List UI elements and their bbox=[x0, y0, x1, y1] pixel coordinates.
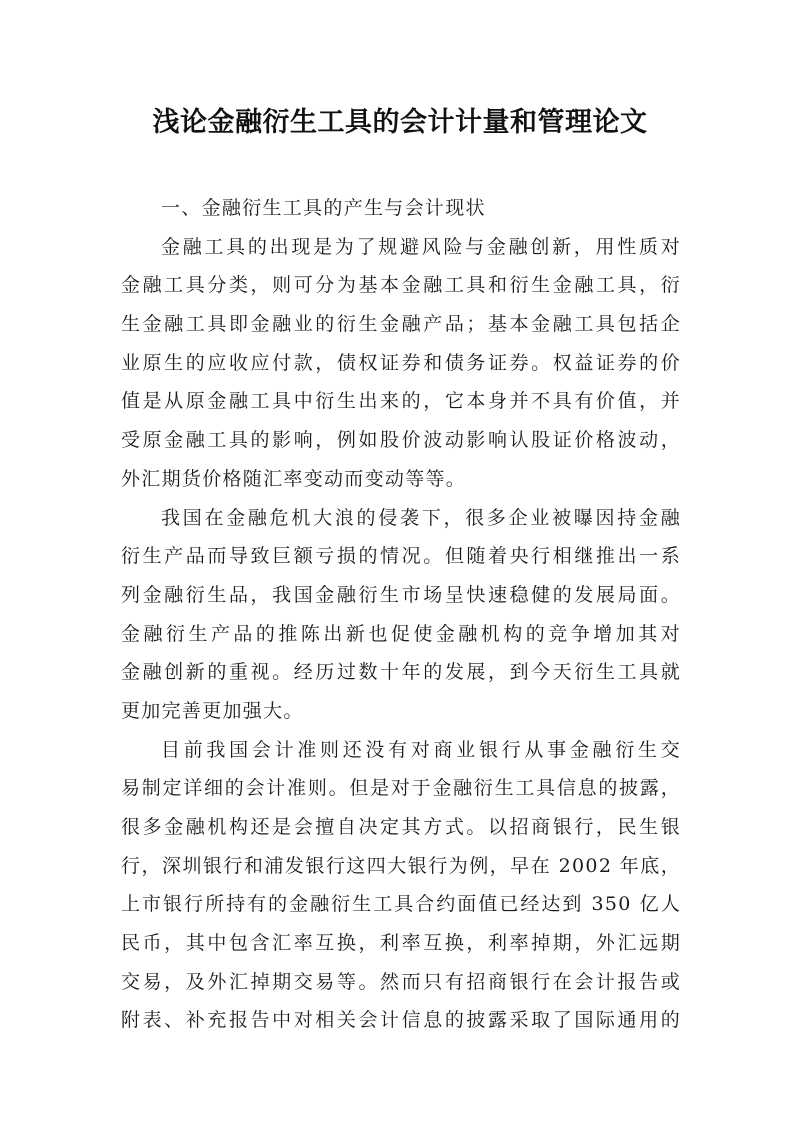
section-heading: 一、金融衍生工具的产生与会计现状 bbox=[161, 197, 486, 219]
text-line: 我国在金融危机大浪的侵袭下，很多企业被曝因持金融 bbox=[161, 506, 681, 529]
text-line: 金融创新的重视。经历过数十年的发展，到今天衍生工具就 bbox=[121, 661, 681, 684]
text-line: 外汇期货价格随汇率变动而变动等等。 bbox=[121, 467, 467, 490]
text-line: 易制定详细的会计准则。但是对于金融衍生工具信息的披露， bbox=[121, 777, 681, 800]
text-line: 行，深圳银行和浦发银行这四大银行为例，早在 2002 年底， bbox=[121, 854, 681, 877]
text-line: 金融工具的出现是为了规避风险与金融创新，用性质对 bbox=[161, 235, 681, 258]
paragraph-3 bbox=[121, 731, 681, 1041]
text-line: 民币，其中包含汇率互换，利率互换，利率掉期，外汇远期 bbox=[121, 932, 681, 955]
text-line: 附表、补充报告中对相关会计信息的披露采取了国际通用的 bbox=[121, 1009, 681, 1032]
text-line: 业原生的应收应付款，债权证券和债务证券。权益证券的价 bbox=[121, 351, 681, 374]
text-line: 上市银行所持有的金融衍生工具合约面值已经达到 350 亿人 bbox=[121, 893, 681, 916]
text-line: 列金融衍生品，我国金融衍生市场呈快速稳健的发展局面。 bbox=[121, 583, 681, 606]
document-body bbox=[121, 189, 681, 1040]
document-title: 浅论金融衍生工具的会计计量和管理论文 bbox=[152, 107, 648, 138]
text-line: 生金融工具即金融业的衍生金融产品；基本金融工具包括企 bbox=[121, 313, 681, 336]
text-line: 金融工具分类，则可分为基本金融工具和衍生金融工具，衍 bbox=[121, 274, 681, 297]
paragraph-1 bbox=[121, 228, 681, 499]
text-line: 很多金融机构还是会擅自决定其方式。以招商银行，民生银 bbox=[121, 816, 681, 838]
text-line: 衍生产品而导致巨额亏损的情况。但随着央行相继推出一系 bbox=[121, 545, 681, 568]
text-line: 金融衍生产品的推陈出新也促使金融机构的竞争增加其对 bbox=[121, 622, 681, 645]
text-line: 受原金融工具的影响，例如股价波动影响认股证价格波动， bbox=[121, 429, 681, 452]
text-line: 交易，及外汇掉期交易等。然而只有招商银行在会计报告或 bbox=[121, 970, 681, 993]
text-line: 值是从原金融工具中衍生出来的，它本身并不具有价值，并 bbox=[121, 390, 681, 413]
text-line: 目前我国会计准则还没有对商业银行从事金融衍生交 bbox=[161, 738, 681, 761]
paragraph-2 bbox=[121, 499, 681, 731]
text-line: 更加完善更加强大。 bbox=[121, 699, 304, 722]
